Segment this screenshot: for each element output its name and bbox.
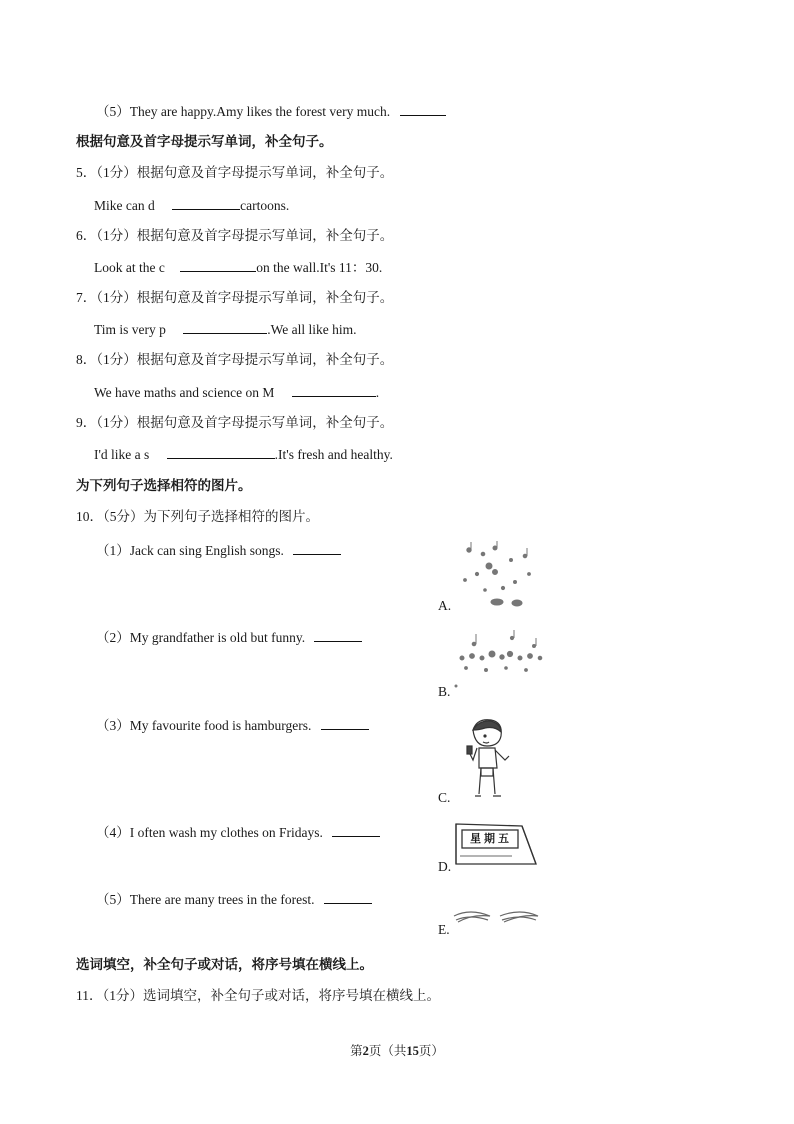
answer-blank[interactable]	[324, 889, 372, 904]
page-footer	[0, 1042, 794, 1060]
question-prompt: 根据句意及首字母提示写单词，补全句子。	[136, 352, 394, 367]
item-text: My grandfather is old but funny.	[129, 630, 306, 645]
question-header	[76, 226, 393, 246]
question-header	[76, 413, 393, 433]
sentence-before: Tim is very p	[94, 322, 166, 337]
item-text: There are many trees in the forest.	[129, 892, 315, 907]
question-number: 7．	[76, 290, 97, 305]
calendar-text: 星期五	[470, 832, 512, 845]
question-header	[76, 350, 393, 370]
item-number: （1）	[96, 543, 130, 558]
calendar-friday-icon	[452, 820, 542, 870]
sentence-before: Look at the c	[94, 260, 165, 275]
sentence-before: I'd like a s	[94, 447, 150, 462]
music-notes-icon	[455, 540, 545, 610]
question-number: 8．	[76, 352, 97, 367]
question-score: （1分）	[102, 988, 143, 1003]
question-score: （1分）	[96, 352, 137, 367]
item-text: My favourite food is hamburgers.	[129, 718, 312, 733]
question-score: （1分）	[96, 290, 137, 305]
answer-blank[interactable]	[167, 444, 275, 459]
question-number: 11．	[76, 988, 103, 1003]
question-number: 10．	[76, 509, 103, 524]
question-sentence	[94, 257, 382, 278]
question-prompt: 根据句意及首字母提示写单词，补全句子。	[136, 290, 394, 305]
footer-total: 15	[406, 1044, 419, 1058]
item-text: They are happy.Amy likes the forest very much.	[129, 104, 391, 119]
question-score: （1分）	[96, 228, 137, 243]
question-score: （1分）	[96, 415, 137, 430]
question-number: 5．	[76, 165, 97, 180]
sentence-before: Mike can d	[94, 198, 155, 213]
item-text: I often wash my clothes on Fridays.	[129, 825, 323, 840]
answer-blank[interactable]	[292, 382, 376, 397]
answer-blank[interactable]	[321, 715, 369, 730]
answer-blank[interactable]	[180, 257, 256, 272]
footer-pre: 第	[350, 1044, 363, 1058]
answer-blank[interactable]	[172, 195, 240, 210]
option-label: D.	[438, 859, 452, 874]
section-heading: 根据句意及首字母提示写单词，补全句子。	[76, 134, 333, 149]
question-item	[96, 627, 362, 648]
sentence-after: .	[375, 385, 380, 400]
music-notes-icon	[452, 628, 550, 690]
sentence-after: .It's fresh and healthy.	[274, 447, 393, 462]
question-score: （1分）	[96, 165, 137, 180]
question-item	[96, 822, 380, 843]
question-sentence	[94, 195, 289, 216]
sentence-before: We have maths and science on M	[94, 385, 275, 400]
question-prompt: 为下列句子选择相符的图片。	[143, 509, 319, 524]
option-label: E.	[438, 922, 450, 937]
option-label: A.	[438, 598, 452, 613]
item-number: （5）	[96, 892, 130, 907]
answer-blank[interactable]	[293, 540, 341, 555]
question-header	[76, 163, 393, 183]
question-sentence	[94, 382, 379, 403]
sentence-after: on the wall.It's 11：30.	[256, 260, 383, 275]
item-text: Jack can sing English songs.	[129, 543, 284, 558]
answer-blank[interactable]	[183, 319, 267, 334]
question-number: 9．	[76, 415, 97, 430]
question-header	[76, 986, 440, 1006]
footer-mid: 页（共	[368, 1044, 407, 1058]
answer-blank[interactable]	[314, 627, 362, 642]
question-item	[96, 889, 372, 910]
question-number: 6．	[76, 228, 97, 243]
footer-post: 页）	[418, 1044, 444, 1058]
item-number: （3）	[96, 718, 130, 733]
answer-blank[interactable]	[332, 822, 380, 837]
question-sentence	[94, 319, 357, 340]
boy-singing-icon	[455, 716, 521, 806]
option-label: B.	[438, 684, 451, 699]
question-score: （5分）	[103, 509, 144, 524]
question-sentence	[94, 444, 393, 465]
question-prompt: 选词填空，补全句子或对话，将序号填在横线上。	[143, 988, 440, 1003]
question-prompt: 根据句意及首字母提示写单词，补全句子。	[136, 228, 394, 243]
item-number: （4）	[96, 825, 130, 840]
section-heading: 选词填空，补全句子或对话，将序号填在横线上。	[76, 957, 373, 972]
footer-page: 2	[362, 1044, 369, 1058]
option-label: C.	[438, 790, 451, 805]
section-heading: 为下列句子选择相符的图片。	[76, 478, 252, 493]
question-header	[76, 507, 319, 527]
item-number: （2）	[96, 630, 130, 645]
answer-blank[interactable]	[400, 101, 446, 116]
question-prompt: 根据句意及首字母提示写单词，补全句子。	[136, 415, 394, 430]
question-item	[96, 540, 341, 561]
eyebrows-icon	[452, 906, 542, 932]
question-item	[96, 101, 446, 122]
question-header	[76, 288, 393, 308]
question-prompt: 根据句意及首字母提示写单词，补全句子。	[136, 165, 394, 180]
sentence-after: .We all like him.	[267, 322, 357, 337]
question-item	[96, 715, 369, 736]
sentence-after: cartoons.	[240, 198, 290, 213]
item-number: （5）	[96, 104, 130, 119]
